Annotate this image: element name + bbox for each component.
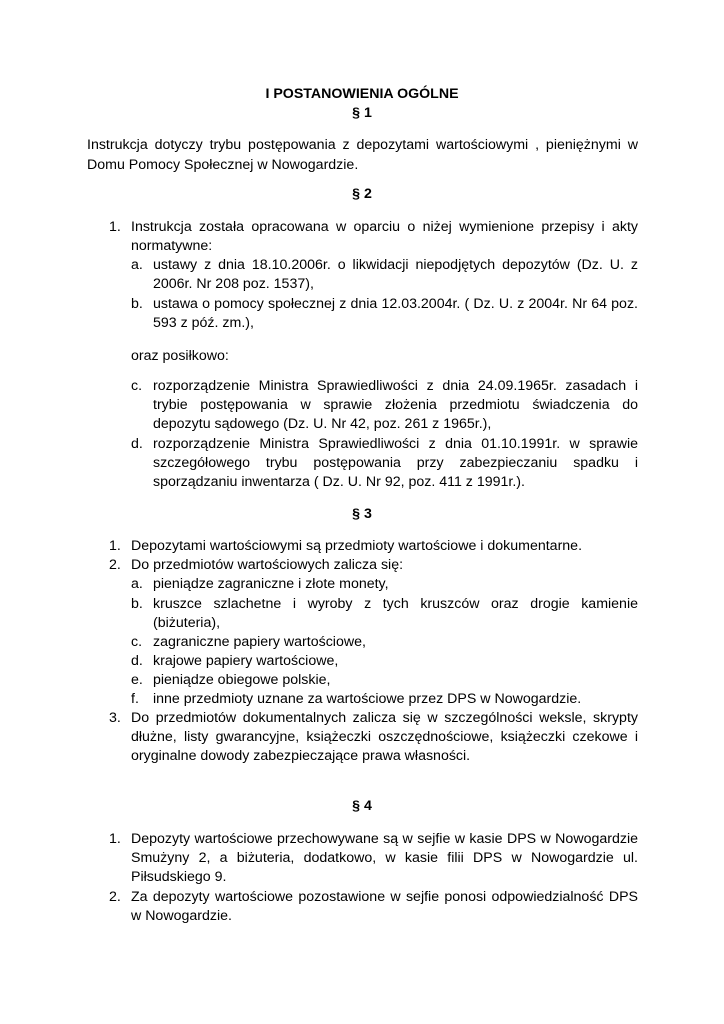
section-2-subitem-a [131, 256, 638, 294]
section-2-heading: § 2 [352, 186, 372, 202]
list-marker: c. [131, 634, 143, 650]
list-marker: 1. [109, 219, 121, 235]
list-item-text: Do przedmiotów wartościowych zalicza się: [131, 557, 404, 573]
list-marker: a. [131, 257, 143, 273]
section-3-subitem-c [131, 633, 638, 652]
section-3-subitem-e [131, 671, 638, 690]
list-item-text: rozporządzenie Ministra Sprawiedliwości z dnia 24.09.1965r. zasadach i trybie postępowania w sprawie złożenia przedmiotu świadczenia do depozytu sądowego (Dz. U. Nr 42, poz. 261 z 1965r.), [153, 378, 638, 432]
list-marker: 1. [109, 538, 121, 554]
list-marker: b. [131, 296, 143, 312]
list-item-text: inne przedmioty uznane za wartościowe przez DPS w Nowogardzie. [153, 691, 582, 707]
section-3-heading: § 3 [352, 506, 372, 522]
section-4-heading: § 4 [352, 798, 372, 814]
list-item-text: Depozytami wartościowymi są przedmioty wartościowe i dokumentarne. [131, 538, 583, 554]
section-3-item-1 [109, 537, 638, 556]
list-item-text: zagraniczne papiery wartościowe, [153, 634, 366, 650]
list-item-text: kruszce szlachetne i wyroby z tych kruszców oraz drogie kamienie (biżuteria), [153, 596, 638, 631]
list-item-text: rozporządzenie Ministra Sprawiedliwości z dnia 01.10.1991r. w sprawie szczegółowego trybu postępowania przy zabezpieczaniu spadku i sporządzaniu inwentarza ( Dz. U. Nr 92, poz. 411 z 1991r.). [153, 436, 638, 490]
list-marker: 1. [109, 831, 121, 847]
list-item-text: Za depozyty wartościowe pozostawione w sejfie ponosi odpowiedzialność DPS w Nowogardzie. [131, 889, 638, 924]
list-marker: d. [131, 436, 143, 452]
list-marker: d. [131, 653, 143, 669]
list-item-text: pieniądze obiegowe polskie, [153, 672, 331, 688]
list-item-text: ustawa o pomocy społecznej z dnia 12.03.2004r. ( Dz. U. z 2004r. Nr 64 poz. 593 z póź. zm.), [153, 296, 638, 331]
list-marker: 2. [109, 889, 121, 905]
list-marker: 2. [109, 557, 121, 573]
section-3-subitem-d [131, 652, 638, 671]
list-marker: f. [131, 691, 139, 707]
section-3-subitem-f [131, 690, 638, 709]
list-marker: e. [131, 672, 143, 688]
list-marker: c. [131, 378, 143, 394]
section-3-item-2 [109, 556, 638, 575]
section-2-subitem-c [131, 377, 638, 434]
list-item-text: Do przedmiotów dokumentalnych zalicza się w szczególności weksle, skrypty dłużne, listy gwarancyjne, książeczki oszczędnościowe, książeczki czekowe i oryginalne dowody zabezpieczające prawa własności. [131, 710, 638, 764]
list-marker: a. [131, 576, 143, 592]
section-3-item-3 [109, 709, 638, 766]
list-marker: b. [131, 596, 143, 612]
list-item-text: Depozyty wartościowe przechowywane są w sejfie w kasie DPS w Nowogardzie Smużyny 2, a biżuteria, dodatkowo, w kasie filii DPS w Nowogardzie ul. Piłsudskiego 9. [131, 831, 638, 885]
chapter-title: I POSTANOWIENIA OGÓLNE [265, 86, 459, 102]
list-item-text: pieniądze zagraniczne i złote monety, [153, 576, 389, 592]
list-item-text: ustawy z dnia 18.10.2006r. o likwidacji niepodjętych depozytów (Dz. U. z 2006r. Nr 208 poz. 1537), [153, 257, 638, 292]
section-4-item-2 [109, 888, 638, 926]
section-1-heading: § 1 [352, 105, 372, 121]
list-item-text: krajowe papiery wartościowe, [153, 653, 339, 669]
section-4-item-1 [109, 830, 638, 887]
section-2-subitem-b [131, 295, 638, 333]
section-2-item-1 [109, 218, 638, 256]
section-2-additional-label: oraz posiłkowo: [131, 348, 229, 364]
section-3-subitem-a [131, 575, 638, 594]
section-3-subitem-b [131, 595, 638, 633]
list-marker: 3. [109, 710, 121, 726]
section-1-paragraph: Instrukcja dotyczy trybu postępowania z depozytami wartościowymi , pieniężnymi w Domu Pomocy Społecznej w Nowogardzie. [87, 137, 638, 173]
section-2-subitem-d [131, 435, 638, 492]
list-item-text: Instrukcja została opracowana w oparciu o niżej wymienione przepisy i akty normatywne: [131, 219, 638, 254]
